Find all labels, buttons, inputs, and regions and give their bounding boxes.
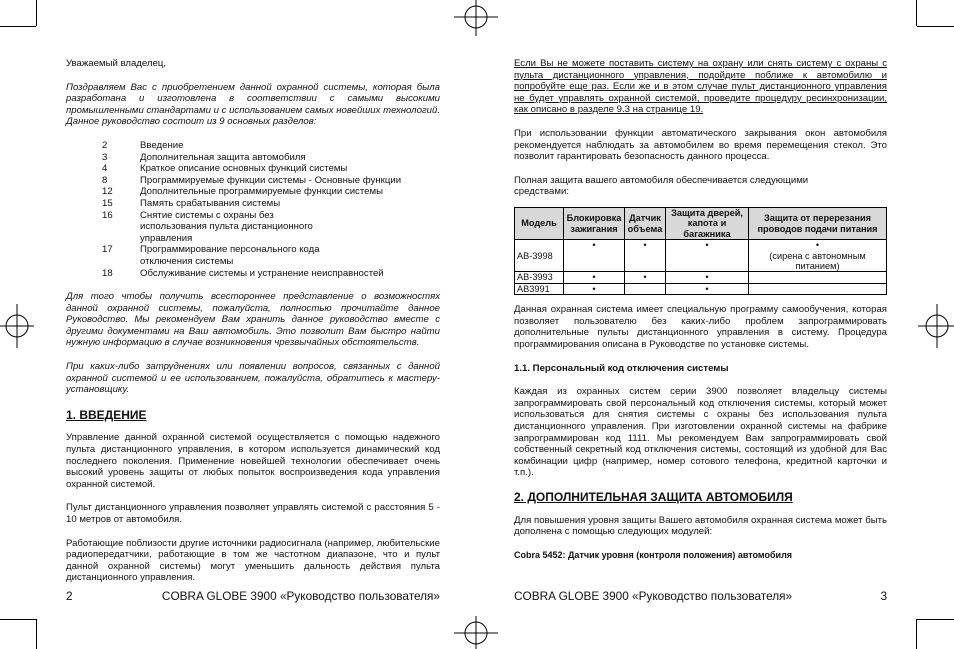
table-cell: AB3991	[515, 283, 564, 294]
table-row	[515, 272, 887, 283]
table-header: Защита от перерезания проводов подачи питания	[749, 207, 887, 239]
table-cell: •	[625, 272, 666, 283]
crop-mark	[916, 619, 917, 649]
crop-mark	[0, 26, 36, 27]
subsection-heading-code: 1.1. Персональный код отключения системы	[514, 362, 729, 374]
section-heading-extra: 2. ДОПОЛНИТЕЛЬНАЯ ЗАЩИТА АВТОМОБИЛЯ	[514, 489, 793, 504]
crop-mark	[0, 619, 36, 620]
section-heading-intro: 1. ВВЕДЕНИЕ	[66, 407, 147, 422]
table-cell: •	[564, 240, 625, 272]
table-cell: •	[625, 240, 666, 272]
right-page	[514, 58, 887, 561]
footer-title: COBRA GLOBE 3900 «Руководство пользователя»	[161, 589, 440, 603]
toc-item: 12 Дополнительные программируемые функции системы	[102, 186, 383, 198]
table-cell: •	[564, 283, 625, 294]
table-cell	[749, 272, 887, 283]
page-number: 2	[66, 589, 73, 603]
toc-item: 4 Краткое описание основных функций системы	[102, 163, 348, 175]
crop-mark	[36, 0, 37, 26]
table-cell: •	[564, 272, 625, 283]
table-cell: AB-3998	[515, 240, 564, 272]
full-read-paragraph: Для того чтобы получить всестороннее представление о возможностях данной охранной системы, пожалуйста, полностью прочитайте данное Руководство. Мы рекомендуем Вам хранить данное руководство вместе с другими документами на Ваш автомобиль. Это позволит Вам быстро найти нужную информацию в случае возникновения чрезвычайных обстоятельств.	[66, 291, 440, 349]
table-header: Защита дверей, капота и багажника	[666, 207, 749, 239]
table-header-row	[515, 207, 887, 239]
registration-mark-icon	[454, 616, 498, 649]
table-cell	[625, 283, 666, 294]
page-number: 3	[880, 589, 887, 603]
toc-item: 16 Снятие системы с охраны без использования пульта дистанционного управления	[102, 209, 313, 244]
table-cell: AB-3993	[515, 272, 564, 283]
footer-title: COBRA GLOBE 3900 «Руководство пользователя»	[514, 589, 793, 603]
crop-mark	[917, 619, 954, 620]
intro-paragraph: Поздравляем Вас с приобретением данной охранной системы, которая была разработана и изготовлена в соответствии с самыми высокими промышленными стандартами и с использованием самых новейших технологий. Данное руководство состоит из 9 основных разделов:	[66, 81, 440, 128]
control-paragraph: Управление данной охранной системой осуществляется с помощью надежного пульта дистанционного управления, в котором используется динамический код последнего поколения. Применение новейшей технологии обеспечивает очень высокий уровень защиты от любых попыток воспроизведения кода управления охранной системой.	[66, 432, 440, 490]
table-cell: •	[666, 283, 749, 294]
windows-paragraph: При использовании функции автоматического закрывания окон автомобиля рекомендуется наблюдать за автомобилем во время перемещения стекол. Это позволит гарантировать безопасность данного процесса.	[514, 127, 887, 163]
crop-mark	[36, 619, 37, 649]
table-of-contents	[102, 140, 440, 279]
toc-item: 8 Программируемые функции системы - Основные функции	[102, 174, 402, 186]
greeting: Уважаемый владелец,	[66, 58, 167, 69]
registration-mark-icon	[918, 304, 954, 348]
help-paragraph: При каких-либо затруднениях или появлении вопросов, связанных с данной охранной системой и ее использованием, пожалуйста, обратитесь к мастеру-установщику.	[66, 361, 440, 396]
table-header: Модель	[515, 207, 564, 239]
protection-paragraph: Полная защита вашего автомобиля обеспечивается следующими средствами:	[514, 174, 809, 198]
toc-item: 15 Память срабатывания системы	[102, 197, 281, 209]
table-row	[515, 240, 887, 272]
registration-mark-icon	[0, 304, 34, 348]
left-page	[66, 58, 440, 584]
table-row	[515, 283, 887, 294]
extra-paragraph: Для повышения уровня защиты Вашего автомобиля охранная система может быть дополнена с помощью следующих модулей:	[514, 514, 887, 538]
code-paragraph: Каждая из охранных систем серии 3900 позволяет владельцу системы запрограммировать свой персональный код отключения системы, который может использоваться для снятия системы с охраны без использования пульта дистанционного управления. При изготовлении охранной системы на фабрике запрограммирован код 1111. Мы рекомендуем Вам запрограммировать свой собственный секретный код отключения системы, состоящий из удобной для Вас комбинации цифр (например, номер сотового телефона, кредитной карточки и т.п.).	[514, 386, 887, 479]
module-heading: Cobra 5452: Датчик уровня (контроля положения) автомобиля	[514, 549, 793, 560]
table-cell: •	[666, 272, 749, 283]
table-header: Датчик объема	[625, 207, 666, 239]
crop-mark	[917, 26, 954, 27]
interference-paragraph: Работающие поблизости другие источники радиосигнала (например, любительские радиопередатчики, работающие в том же частотном диапазоне, что и пульт данной охранной системы) могут уменьшить дальность действия пульта дистанционного управления.	[66, 537, 440, 584]
selftest-paragraph: Данная охранная система имеет специальную программу самообучения, которая позволяет пользователю без каких-либо проблем запрограммировать дополнительные пульты дистанционного управления в систему. Процедура программирования описана в Руководстве по установке системы.	[514, 304, 887, 350]
toc-item: 2 Введение	[102, 139, 184, 151]
table-header: Блокировка зажигания	[564, 207, 625, 239]
table-cell	[749, 283, 887, 294]
registration-mark-icon	[454, 0, 498, 36]
toc-item: 3 Дополнительная защита автомобиля	[102, 151, 306, 163]
toc-item: 17 Программирование персонального кода отключения системы	[102, 244, 320, 267]
crop-mark	[916, 0, 917, 26]
table-cell: • (сирена с автономным питанием)	[749, 240, 887, 272]
feature-table	[514, 207, 887, 295]
toc-item: 18 Обслуживание системы и устранение неисправностей	[102, 267, 384, 279]
table-cell: •	[666, 240, 749, 272]
resync-paragraph: Если Вы не можете поставить систему на охрану или снять систему с охраны с пульта дистанционного управления, подойдите поближе к автомобилю и попробуйте еще раз. Если же и в этом случае пульт дистанционного управления не будет управлять охранной системой, проведите процедуру ресинхронизации, как описано в разделе 9.3 на странице 19.	[514, 58, 887, 116]
range-paragraph: Пульт дистанционного управления позволяет управлять системой с расстояния 5 - 10 метров от автомобиля.	[66, 502, 440, 525]
